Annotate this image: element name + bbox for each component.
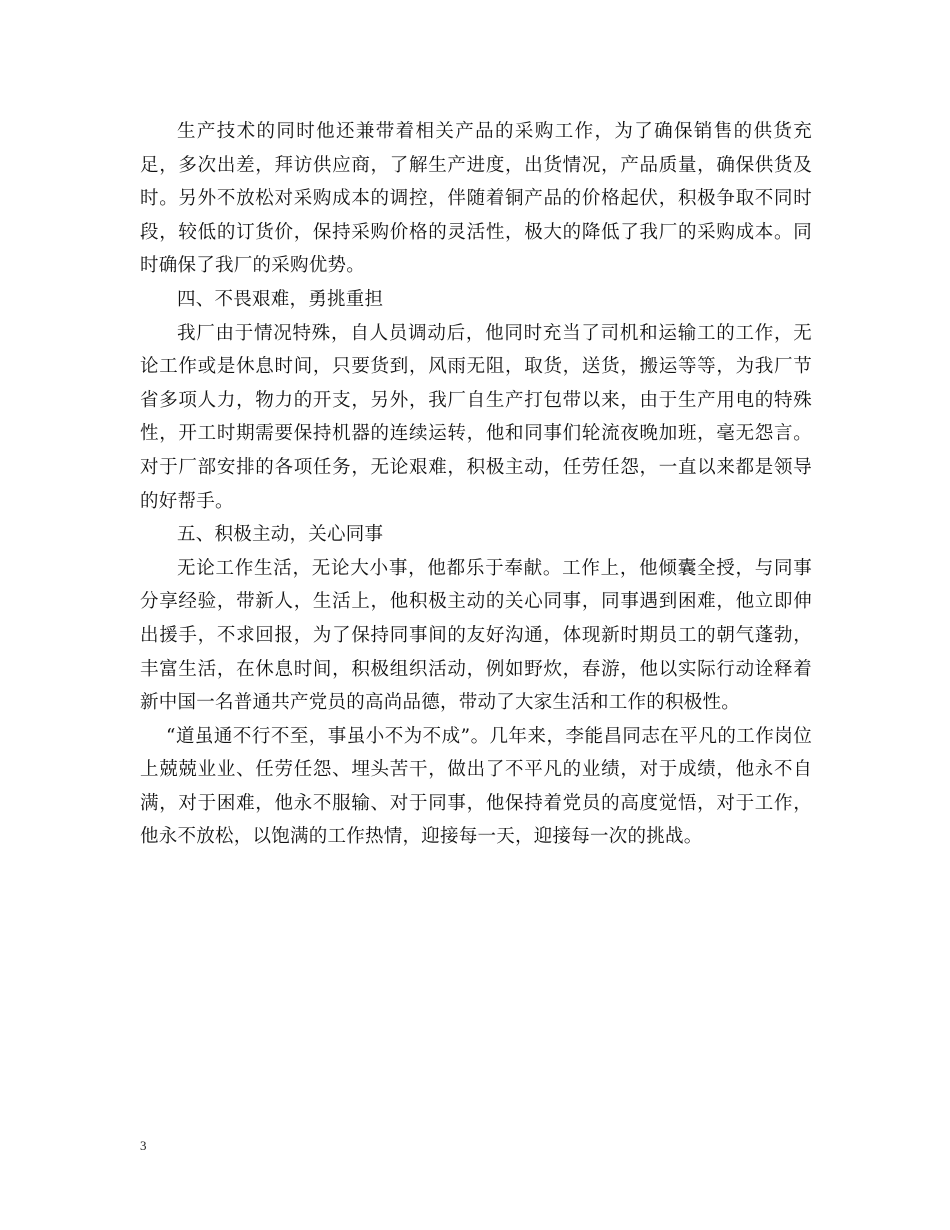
- paragraph-hardship: 我厂由于情况特殊，自人员调动后，他同时充当了司机和运输工的工作，无论工作或是休息时间，只要货到，风雨无阻，取货，送货，搬运等等，为我厂节省多项人力，物力的开支，另外，我厂自生产打包带以来，由于生产用电的特殊性，开工时期需要保持机器的连续运转，他和同事们轮流夜晚加班，毫无怨言。对于厂部安排的各项任务，无论艰难，积极主动，任劳任怨，一直以来都是领导的好帮手。: [140, 322, 812, 512]
- page-number: 3: [140, 1138, 147, 1153]
- section-heading-four: 四、不畏艰难，勇挑重担: [177, 288, 384, 310]
- section-heading-five: 五、积极主动，关心同事: [177, 524, 384, 546]
- document-body: [140, 115, 812, 854]
- paragraph-conclusion: “道虽通不行不至，事虽小不为不成”。几年来，李能昌同志在平凡的工作岗位上兢兢业业、任劳任怨、埋头苦干，做出了不平凡的业绩，对于成绩，他永不自满，对于困难，他永不服输、对于同事，他保持着党员的高度觉悟，对于工作，他永不放松，以饱满的工作热情，迎接每一天，迎接每一次的挑战。: [140, 725, 812, 848]
- paragraph-procurement: 生产技术的同时他还兼带着相关产品的采购工作，为了确保销售的供货充足，多次出差，拜访供应商，了解生产进度，出货情况，产品质量，确保供货及时。另外不放松对采购成本的调控，伴随着铜产品的价格起伏，积极争取不同时段，较低的订货价，保持采购价格的灵活性，极大的降低了我厂的采购成本。同时确保了我厂的采购优势。: [140, 121, 812, 277]
- paragraph-colleagues: 无论工作生活，无论大小事，他都乐于奉献。工作上，他倾囊全授，与同事分享经验，带新人，生活上，他积极主动的关心同事，同事遇到困难，他立即伸出援手，不求回报，为了保持同事间的友好沟通，体现新时期员工的朝气蓬勃，丰富生活，在休息时间，积极组织活动，例如野炊，春游，他以实际行动诠释着新中国一名普通共产党员的高尚品德，带动了大家生活和工作的积极性。: [140, 557, 812, 714]
